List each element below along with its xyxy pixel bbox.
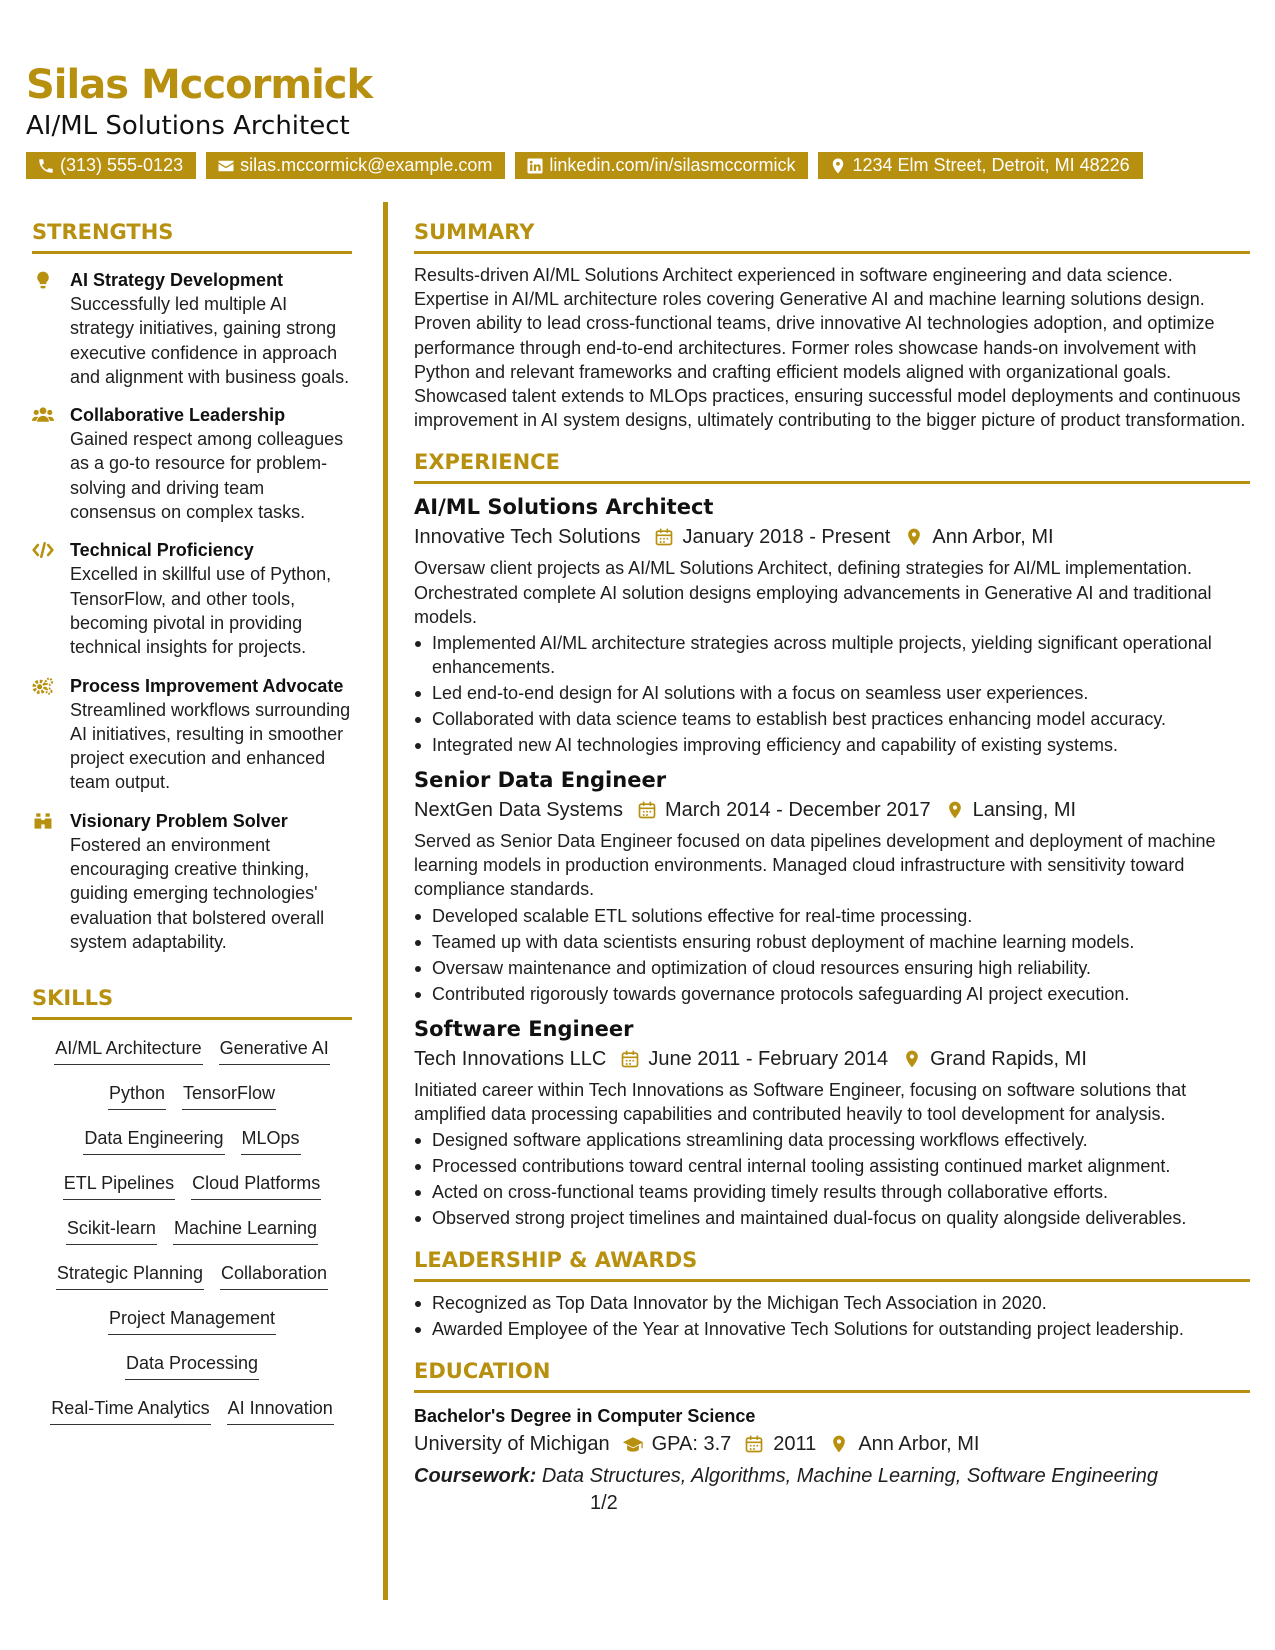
envelope-icon: [217, 157, 235, 175]
contact-address[interactable]: [818, 152, 1142, 179]
skill-row: [32, 1257, 352, 1302]
education-year: 2011: [773, 1433, 817, 1456]
skill-tag: Cloud Platforms: [191, 1171, 321, 1200]
strengths-heading: STRENGTHS: [32, 218, 352, 254]
skill-tag: Strategic Planning: [56, 1261, 204, 1290]
strength-desc: Excelled in skillful use of Python, TensorFlow, and other tools, becoming pivotal in providing technical insights for projects.: [70, 564, 332, 658]
phone-text: (313) 555-0123: [60, 155, 184, 175]
list-item: Observed strong project timelines and maintained dual-focus on quality alongside deliverables.: [414, 1206, 1250, 1230]
job-location: Lansing, MI: [972, 799, 1077, 822]
job-title: Software Engineer: [414, 1016, 634, 1041]
skill-tag: AI Innovation: [227, 1396, 334, 1425]
column-divider: [383, 202, 388, 1600]
coursework-text: Data Structures, Algorithms, Machine Learning, Software Engineering: [541, 1465, 1159, 1488]
education-school: University of Michigan: [414, 1433, 610, 1456]
job-title: Senior Data Engineer: [414, 768, 667, 793]
address-text: 1234 Elm Street, Detroit, MI 48226: [852, 155, 1130, 175]
skill-tag: AI/ML Architecture: [54, 1036, 202, 1065]
job-company: Tech Innovations LLC: [414, 1047, 607, 1070]
code-icon: [32, 540, 54, 560]
skill-tag: Generative AI: [219, 1036, 330, 1065]
list-item: Awarded Employee of the Year at Innovative Tech Solutions for outstanding project leadership.: [414, 1317, 1250, 1341]
list-item: Processed contributions toward central internal tooling assisting continued market alignment.: [414, 1154, 1250, 1178]
contact-bar: [26, 152, 1153, 179]
list-item: Oversaw maintenance and optimization of cloud resources ensuring high reliability.: [414, 956, 1250, 980]
strength-desc: Fostered an environment encouraging creative thinking, guiding emerging technologies' evaluation that bolstered overall system adaptability.: [70, 834, 325, 952]
list-item: Developed scalable ETL solutions effective for real-time processing.: [414, 904, 1250, 928]
job-title: AI/ML Solutions Architect: [414, 495, 714, 520]
job-dates: June 2011 - February 2014: [648, 1047, 889, 1070]
skill-row: [32, 1077, 352, 1122]
skill-tag: Machine Learning: [173, 1216, 318, 1245]
map-marker-icon: [829, 157, 847, 175]
users-icon: [32, 405, 54, 425]
skill-tag: Python: [108, 1081, 166, 1110]
job-bullets: [414, 631, 1250, 757]
list-item: Collaborated with data science teams to establish best practices enhancing model accuracy.: [414, 707, 1250, 731]
list-item: Integrated new AI technologies improving efficiency and capability of existing systems.: [414, 733, 1250, 757]
email-text: silas.mccormick@example.com: [240, 155, 493, 175]
list-item: Implemented AI/ML architecture strategies across multiple projects, yielding significant operational enhancements.: [414, 631, 1250, 679]
skill-row: [32, 1212, 352, 1257]
job-meta: [414, 795, 1250, 825]
job-dates: January 2018 - Present: [682, 526, 891, 549]
skill-row: [32, 1347, 352, 1392]
strength-title: AI Strategy Development: [70, 270, 284, 290]
skill-row: [32, 1392, 352, 1437]
job-desc: Oversaw client projects as AI/ML Solutions Architect, defining strategies for AI/ML implementation. Orchestrated complete AI solution designs employing advancements in Generative AI and traditional models.: [414, 558, 1212, 627]
binoculars-icon: [32, 811, 54, 831]
resume-header: [26, 62, 1246, 142]
job-dates: March 2014 - December 2017: [664, 799, 931, 822]
education-location: Ann Arbor, MI: [858, 1433, 980, 1456]
job-bullets: [414, 904, 1250, 1006]
strength-item: [32, 403, 352, 524]
education-coursework: [414, 1461, 1250, 1491]
calendar-icon: [654, 527, 674, 547]
page-number: 1/2: [590, 1492, 618, 1514]
strength-title: Process Improvement Advocate: [70, 675, 344, 696]
awards-list: [414, 1291, 1250, 1341]
job-location: Ann Arbor, MI: [932, 526, 1054, 549]
calendar-icon: [637, 800, 657, 820]
skill-row: [32, 1122, 352, 1167]
list-item: Teamed up with data scientists ensuring robust deployment of machine learning models.: [414, 930, 1250, 954]
summary-text: Results-driven AI/ML Solutions Architect experienced in software engineering and data science. Expertise in AI/ML architecture roles covering Generative AI and machine learning solutions design. Proven ability to lead cross-functional teams, drive innovative AI technologies adoption, and optimize performance through end-to-end architectures. Former roles showcase hands-on involvement with Python and relevant frameworks and crafting efficient models aligned with organizational goals. Showcased talent extends to MLOps practices, ensuring successful model deployments and continuous improvement in AI system designs, ultimately contributing to the bigger picture of product transformation.: [414, 265, 1246, 431]
contact-email[interactable]: [206, 152, 505, 179]
list-item: Contributed rigorously towards governance protocols safeguarding AI project execution.: [414, 982, 1250, 1006]
strength-item: [32, 809, 352, 954]
skill-tag: TensorFlow: [182, 1081, 276, 1110]
strength-title: Collaborative Leadership: [70, 405, 286, 426]
candidate-role: AI/ML Solutions Architect: [26, 111, 350, 141]
list-item: Acted on cross-functional teams providing timely results through collaborative efforts.: [414, 1180, 1250, 1204]
map-marker-icon: [828, 1434, 850, 1454]
calendar-icon: [620, 1049, 640, 1069]
strength-title: Technical Proficiency: [70, 540, 254, 561]
right-column: [414, 218, 1250, 1491]
list-item: Recognized as Top Data Innovator by the Michigan Tech Association in 2020.: [414, 1291, 1250, 1315]
map-marker-icon: [904, 527, 924, 547]
phone-icon: [37, 157, 55, 175]
strength-item: [32, 538, 352, 659]
list-item: Designed software applications streamlining data processing workflows effectively.: [414, 1128, 1250, 1152]
job-desc: Served as Senior Data Engineer focused on data pipelines development and deployment of machine learning models in production environments. Managed cloud infrastructure with sensitivity toward compliance standards.: [414, 831, 1216, 900]
job-entry: [414, 1014, 1250, 1230]
skill-tag: MLOps: [241, 1126, 301, 1155]
education-meta: [414, 1429, 1250, 1459]
skill-tag: Data Engineering: [83, 1126, 224, 1155]
job-meta: [414, 522, 1250, 552]
education-heading: EDUCATION: [414, 1357, 1250, 1393]
gears-icon: [32, 676, 54, 696]
skill-tag: Data Processing: [125, 1351, 259, 1380]
skills-heading: SKILLS: [32, 984, 352, 1020]
coursework-label: Coursework:: [414, 1465, 537, 1488]
job-company: Innovative Tech Solutions: [414, 526, 641, 549]
graduation-cap-icon: [622, 1434, 644, 1454]
strength-desc: Streamlined workflows surrounding AI initiatives, resulting in smoother project execution and enhanced team output.: [70, 699, 351, 793]
strength-item: [32, 268, 352, 389]
job-desc: Initiated career within Tech Innovations as Software Engineer, focusing on software solutions that amplified data processing capabilities and contributed heavily to tool development for analysis.: [414, 1079, 1187, 1124]
linkedin-icon: [526, 157, 544, 175]
strength-desc: Gained respect among colleagues as a go-to resource for problem-solving and driving team consensus on complex tasks.: [70, 429, 344, 523]
job-location: Grand Rapids, MI: [930, 1047, 1087, 1070]
skill-tag: ETL Pipelines: [63, 1171, 175, 1200]
skill-tag: Real-Time Analytics: [50, 1396, 210, 1425]
map-marker-icon: [902, 1049, 922, 1069]
candidate-name: Silas Mccormick: [26, 62, 373, 108]
left-column: [32, 218, 352, 1437]
awards-heading: LEADERSHIP & AWARDS: [414, 1246, 1250, 1282]
strength-title: Visionary Problem Solver: [70, 810, 288, 831]
job-meta: [414, 1044, 1250, 1074]
list-item: Led end-to-end design for AI solutions with a focus on seamless user experiences.: [414, 681, 1250, 705]
contact-phone[interactable]: [26, 152, 196, 179]
skill-row: [32, 1167, 352, 1212]
job-bullets: [414, 1128, 1250, 1230]
linkedin-text: linkedin.com/in/silasmccormick: [549, 155, 796, 175]
skills-list: [32, 1032, 352, 1437]
skill-row: [32, 1032, 352, 1077]
skill-tag: Scikit-learn: [66, 1216, 157, 1245]
strength-desc: Successfully led multiple AI strategy initiatives, gaining strong executive confidence in approach and alignment with business goals.: [70, 294, 350, 387]
skill-tag: Collaboration: [220, 1261, 328, 1290]
skill-tag: Project Management: [108, 1306, 276, 1335]
education-gpa: GPA: 3.7: [651, 1433, 732, 1456]
lightbulb-icon: [32, 270, 54, 290]
skill-row: [32, 1302, 352, 1347]
job-company: NextGen Data Systems: [414, 799, 623, 822]
summary-heading: SUMMARY: [414, 218, 1250, 254]
education-degree: Bachelor's Degree in Computer Science: [414, 1406, 756, 1427]
strength-item: [32, 674, 352, 795]
experience-heading: EXPERIENCE: [414, 448, 1250, 484]
job-entry: [414, 492, 1250, 757]
job-entry: [414, 765, 1250, 1006]
map-marker-icon: [945, 800, 965, 820]
calendar-icon: [743, 1434, 765, 1454]
contact-linkedin[interactable]: [515, 152, 808, 179]
